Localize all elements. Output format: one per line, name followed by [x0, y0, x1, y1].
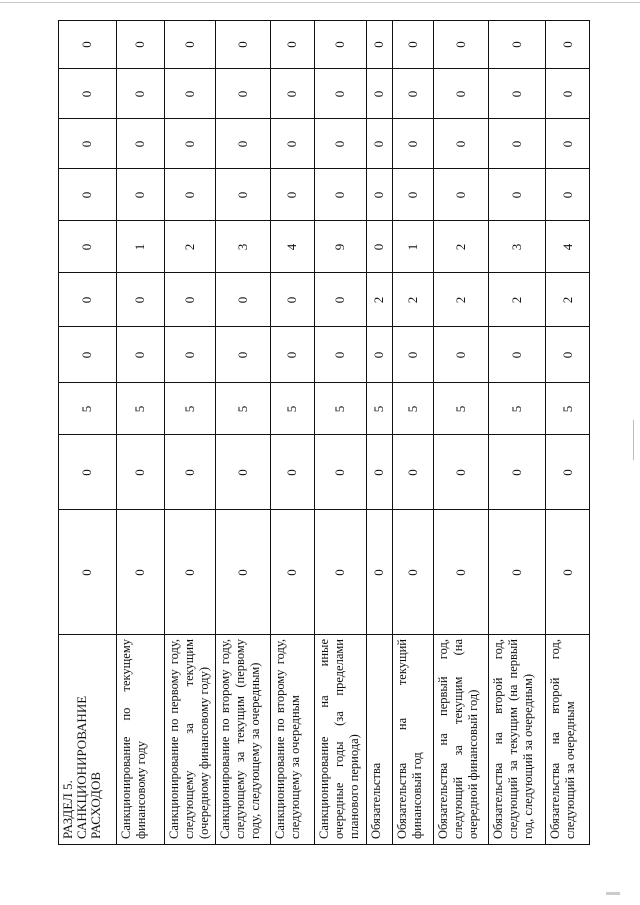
code-cell: 0 — [371, 351, 386, 359]
code-cell: 0 — [452, 351, 468, 359]
column-divider — [58, 635, 590, 636]
code-cell: 0 — [332, 41, 347, 48]
row-label: Обязательства на первый год, следующий за текущим (на очередной финансовый год) — [436, 639, 480, 839]
code-cell: 5 — [371, 405, 386, 413]
table-row — [366, 20, 392, 845]
code-cell: 0 — [559, 351, 575, 359]
code-cell: 5 — [332, 405, 347, 413]
code-cell: 0 — [404, 569, 420, 576]
column-divider — [58, 273, 590, 274]
code-cell: 0 — [371, 191, 386, 199]
table-row — [215, 20, 270, 845]
code-cell: 0 — [181, 569, 197, 576]
code-cell: 0 — [181, 90, 197, 98]
table-row — [314, 20, 366, 845]
row-label: Обязательства на текущий финансовый год — [395, 639, 424, 839]
column-divider — [58, 69, 590, 70]
table-row — [545, 20, 590, 845]
row-label: Санкционирование на иные очередные годы (за пределами планового периода) — [317, 639, 361, 839]
code-cell: 0 — [284, 191, 299, 199]
code-cell: 0 — [132, 351, 147, 359]
column-divider — [58, 119, 590, 120]
code-cell: 0 — [132, 469, 147, 476]
code-cell: 5 — [284, 405, 299, 413]
code-cell: 0 — [371, 140, 386, 148]
code-cell: 0 — [508, 140, 524, 148]
column-divider — [58, 510, 590, 511]
code-cell: 0 — [559, 191, 575, 199]
code-cell: 2 — [452, 243, 468, 251]
column-divider — [58, 327, 590, 328]
code-cell: 0 — [332, 469, 347, 476]
code-cell: 2 — [181, 243, 197, 251]
table-row — [270, 20, 314, 845]
column-divider — [58, 169, 590, 170]
code-cell: 0 — [508, 469, 524, 476]
code-cell: 0 — [132, 41, 147, 48]
code-cell: 0 — [371, 469, 386, 476]
table-row — [164, 20, 215, 845]
code-cell: 3 — [508, 243, 524, 251]
code-cell: 0 — [79, 243, 94, 251]
code-cell: 0 — [404, 351, 420, 359]
code-cell: 2 — [371, 296, 386, 304]
code-cell: 0 — [79, 191, 94, 199]
code-cell: 0 — [371, 569, 386, 576]
column-divider — [58, 383, 590, 384]
row-label: Обязательства — [369, 762, 383, 839]
code-cell: 2 — [452, 296, 468, 304]
code-cell: 5 — [404, 405, 420, 413]
code-cell: 5 — [234, 405, 250, 413]
code-cell: 1 — [404, 243, 420, 251]
code-cell: 0 — [404, 191, 420, 199]
code-cell: 0 — [332, 191, 347, 199]
code-cell: 5 — [559, 405, 575, 413]
code-cell: 0 — [181, 41, 197, 48]
code-cell: 2 — [508, 296, 524, 304]
code-cell: 5 — [79, 405, 94, 413]
code-cell: 0 — [181, 296, 197, 304]
code-cell: 0 — [181, 191, 197, 199]
code-cell: 0 — [404, 41, 420, 48]
code-cell: 1 — [132, 243, 147, 251]
code-cell: 0 — [452, 140, 468, 148]
code-cell: 0 — [508, 351, 524, 359]
code-cell: 0 — [234, 351, 250, 359]
code-cell: 0 — [234, 296, 250, 304]
code-cell: 0 — [132, 296, 147, 304]
row-label: Санкционирование по текущему финансовому году — [119, 639, 148, 839]
code-cell: 0 — [404, 469, 420, 476]
column-divider — [58, 221, 590, 222]
code-cell: 0 — [234, 191, 250, 199]
section-heading: РАЗДЕЛ 5. САНКЦИОНИРОВАНИЕ РАСХОДОВ — [60, 695, 103, 839]
code-cell: 0 — [234, 469, 250, 476]
code-cell: 0 — [284, 469, 299, 476]
code-cell: 2 — [404, 296, 420, 304]
scan-artifact — [633, 420, 634, 460]
code-cell: 0 — [332, 569, 347, 576]
row-label: Санкционирование по второму году, следующему за текущим (первому году, следующему за очередным) — [218, 639, 262, 839]
code-cell: 0 — [508, 41, 524, 48]
code-cell: 5 — [452, 405, 468, 413]
code-cell: 5 — [132, 405, 147, 413]
code-cell: 0 — [284, 351, 299, 359]
code-cell: 0 — [181, 469, 197, 476]
code-cell: 0 — [284, 569, 299, 576]
row-label: Санкционирование по первому году, следующему за текущим (очередному финансовому году) — [167, 639, 211, 839]
code-cell: 0 — [452, 41, 468, 48]
code-cell: 4 — [284, 243, 299, 251]
rotated-page — [58, 20, 590, 845]
code-cell: 0 — [404, 90, 420, 98]
code-cell: 0 — [404, 140, 420, 148]
code-cell: 0 — [559, 41, 575, 48]
code-cell: 4 — [559, 243, 575, 251]
code-cell: 0 — [508, 90, 524, 98]
code-cell: 0 — [181, 140, 197, 148]
code-cell: 0 — [132, 569, 147, 576]
code-cell: 5 — [181, 405, 197, 413]
column-divider — [58, 435, 590, 436]
row-label: Обязательства на второй год, следующий за текущим (на первый год, следующий за очередным) — [491, 639, 535, 839]
code-cell: 0 — [79, 296, 94, 304]
code-cell: 0 — [559, 469, 575, 476]
code-cell: 0 — [452, 90, 468, 98]
code-cell: 9 — [332, 243, 347, 251]
code-cell: 3 — [234, 243, 250, 251]
code-cell: 0 — [452, 569, 468, 576]
code-cell: 0 — [79, 351, 94, 359]
code-cell: 0 — [452, 469, 468, 476]
code-cell: 0 — [371, 90, 386, 98]
code-cell: 0 — [284, 90, 299, 98]
code-cell: 0 — [234, 90, 250, 98]
table-row — [392, 20, 433, 845]
code-cell: 0 — [332, 140, 347, 148]
table-row — [116, 20, 164, 845]
code-cell: 0 — [332, 351, 347, 359]
table-row — [433, 20, 488, 845]
code-cell: 0 — [79, 140, 94, 148]
scan-artifact — [606, 892, 620, 895]
code-cell: 0 — [132, 140, 147, 148]
top-scan-rule — [0, 2, 640, 3]
code-cell: 0 — [371, 243, 386, 251]
code-cell: 0 — [132, 191, 147, 199]
code-cell: 0 — [234, 41, 250, 48]
code-cell: 0 — [452, 191, 468, 199]
code-cell: 0 — [508, 569, 524, 576]
code-cell: 2 — [559, 296, 575, 304]
code-cell: 0 — [234, 140, 250, 148]
code-cell: 0 — [559, 140, 575, 148]
code-cell: 0 — [332, 296, 347, 304]
code-cell: 0 — [371, 41, 386, 48]
code-cell: 0 — [284, 296, 299, 304]
row-label: Санкционирование по второму году, следующему за очередным — [273, 639, 302, 839]
sanctioning-table — [58, 20, 590, 845]
code-cell: 0 — [79, 469, 94, 476]
code-cell: 0 — [79, 41, 94, 48]
code-cell: 0 — [79, 90, 94, 98]
code-cell: 5 — [508, 405, 524, 413]
code-cell: 0 — [284, 41, 299, 48]
code-cell: 0 — [181, 351, 197, 359]
table-row — [58, 20, 116, 845]
code-cell: 0 — [559, 90, 575, 98]
code-cell: 0 — [132, 90, 147, 98]
code-cell: 0 — [332, 90, 347, 98]
code-cell: 0 — [508, 191, 524, 199]
code-cell: 0 — [559, 569, 575, 576]
code-cell: 0 — [234, 569, 250, 576]
row-label: Обязательства на второй год, следующий за очередным — [548, 639, 577, 839]
table-row — [488, 20, 545, 845]
code-cell: 0 — [79, 569, 94, 576]
code-cell: 0 — [284, 140, 299, 148]
